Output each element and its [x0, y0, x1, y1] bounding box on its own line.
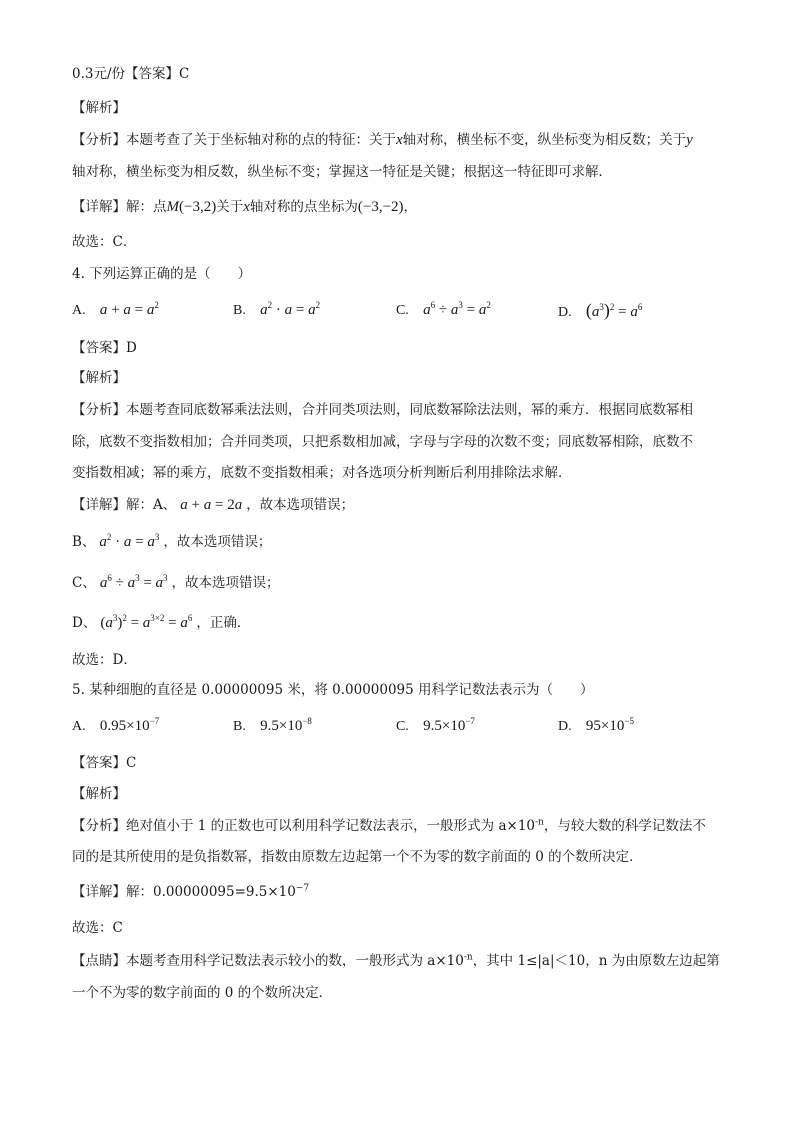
var-x: x [243, 199, 250, 215]
q4-option-b: B. $a^2 \cdot a = a^2$ [233, 300, 321, 318]
q5-analysis-2: 同的是其所使用的是负指数幂，指数由原数左边起第一个不为零的数字前面的 0 的个数所决定． [72, 849, 643, 865]
answer-line-q3 [72, 64, 189, 84]
q5-dianjing-1: 【点睛】本题考查用科学记数法表示较小的数，一般形式为 $a\times 10^{-n}$，其中 1≤|a|＜10，n 为由原数左边起第 [72, 952, 720, 969]
detail-text: 【详解】解：点 [72, 199, 167, 215]
q4-detail-b: B、 $a^2 \cdot a = a^3$ ，故本选项错误； [72, 532, 272, 550]
var-x: x [396, 132, 403, 148]
q4-detail-a: 【详解】解：A、 a + a = 2a ，故本选项错误； [72, 497, 355, 513]
jiexi-heading-q3: 【解析】 [72, 100, 126, 116]
q5-dianjing-2: 一个不为零的数字前面的 0 的个数所决定． [72, 985, 333, 1001]
q4-analysis-3: 变指数相减；幂的乘方，底数不变指数相乘；对各选项分析判断后利用排除法求解． [72, 465, 572, 481]
answer-text: 0.3元/份【答案】C [72, 66, 190, 82]
question-5: 5. 某种细胞的直径是 0.00000095 米，将 0.00000095 用科学记数法表示为（ ） [72, 682, 594, 698]
question-4: 4. 下列运算正确的是（ ） [72, 266, 252, 282]
select-line-q5: 故选：C [72, 920, 123, 936]
analysis-text: 轴对称，横坐标不变，纵坐标变为相反数；关于 [402, 132, 687, 148]
q5-option-c: C. $9.5\times 10^{-7}$ [396, 716, 475, 734]
q4-analysis-2: 除，底数不变指数相加；合并同类项，只把系数相加减，字母与字母的次数不变；同底数幂相除，底数不 [72, 434, 693, 450]
q5-detail: 【详解】解：$0.00000095=9.5\times 10^{-7}$ [72, 883, 310, 900]
q5-option-d: D. $95\times 10^{-5}$ [558, 716, 634, 734]
q5-option-b: B. $9.5\times 10^{-8}$ [233, 716, 312, 734]
analysis-line-1 [72, 130, 693, 150]
answer-line-q4: 【答案】D [72, 340, 137, 356]
select-line-q4: 故选：D． [72, 652, 137, 668]
detail-text: ， [403, 199, 418, 215]
q4-detail-d: D、 $(a^3)^2 = a^{3\times 2} = a^6$ ，正确． [72, 613, 251, 631]
jiexi-heading-q4: 【解析】 [72, 370, 126, 386]
q5-option-a: A. $0.95\times 10^{-7}$ [72, 716, 160, 734]
q4-detail-c: C、 $a^6 \div a^3 = a^3$ ，故本选项错误； [72, 573, 280, 591]
detail-text: 关于 [216, 199, 244, 215]
detail-text: 轴对称的点坐标为 [249, 199, 358, 215]
jiexi-heading-q5: 【解析】 [72, 786, 126, 802]
q4-analysis-1: 【分析】本题考查同底数幂乘法法则，合并同类项法则，同底数幂除法法则，幂的乘方．根据同底数幂相 [72, 402, 693, 418]
analysis-line-2: 轴对称，横坐标变为相反数，纵坐标不变；掌握这一特征是关键；根据这一特征即可求解． [72, 164, 612, 180]
detail-line-q3 [72, 197, 417, 217]
q4-option-d: D. $(a^3)^2 = a^6$ [558, 300, 643, 320]
point-M: M [166, 199, 179, 215]
coord-M: (−3,2) [179, 199, 217, 215]
q5-analysis-1: 【分析】绝对值小于 1 的正数也可以利用科学记数法表示，一般形式为 $a\times 10^{-n}$，与较大数的科学记数法不 [72, 817, 706, 834]
q4-option-c: C. $a^6 \div a^3 = a^2$ [396, 300, 491, 318]
answer-line-q5: 【答案】C [72, 755, 137, 771]
var-y: y [686, 132, 693, 148]
analysis-text: 【分析】本题考查了关于坐标轴对称的点的特征：关于 [72, 132, 396, 148]
coord-result: (−3,−2) [357, 199, 404, 215]
select-line-q3: 故选：C． [72, 234, 137, 250]
q4-option-a: A. $a + a = a^2$ [72, 300, 159, 318]
